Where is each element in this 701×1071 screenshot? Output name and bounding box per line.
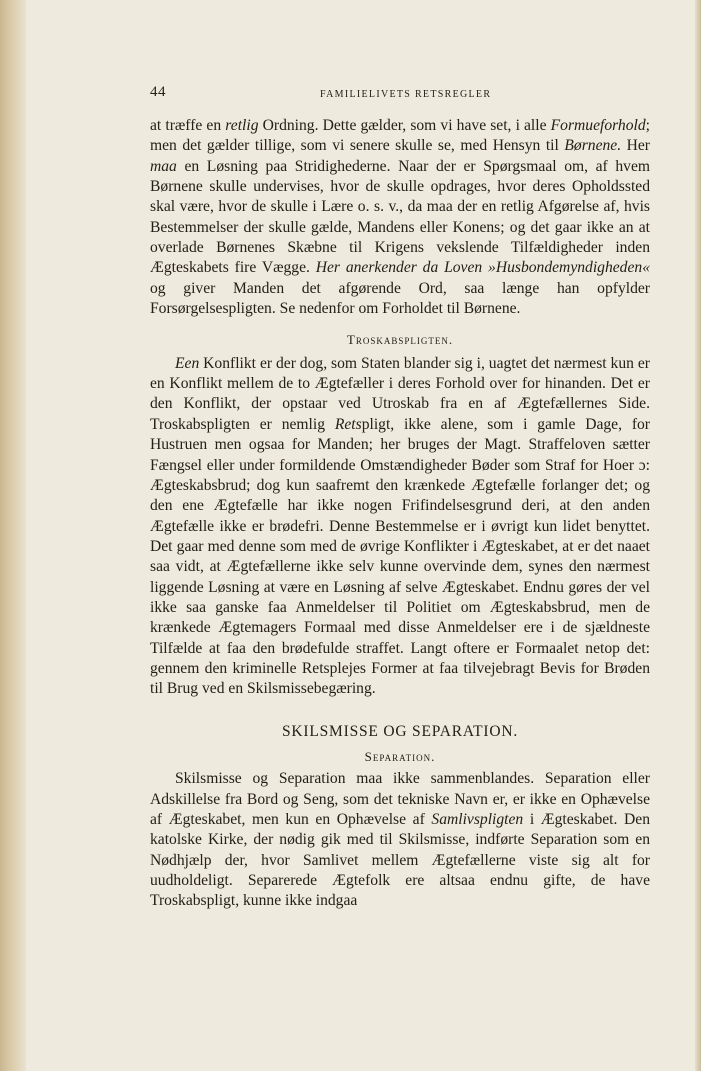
para1-emphasis-bornene: Børnene. xyxy=(564,137,622,155)
para2-text-2: pligt, ikke alene, som i gamle Dage, for Hustruen men ogsaa for Manden; her bruges der Magt. Straffeloven sætter Fængsel eller under formildende Omstændigheder Bøder som Straf for Hoer ɔ: Ægteskabsbrud; dog kun saafremt den krænkede Ægtefælle forlanger det; og den ene Ægtefælle har ikke nogen Frifindelsesgrund deri, at den anden Ægtefælle ikke er brødefri. Denne Bestemmelse er i øvrigt kun lidet benyttet. Det gaar med denne som med de øvrige Konflikter i Ægteskabet, at er det naaet saa vidt, at Ægtefællerne ikke selv kunne overvinde dem, synes den nærmest liggende Løsning at være en Løsning af selve Ægteskabet. Endnu gøres der vel ikke saa ganske faa Anmeldelser til Politiet om Ægteskabsbrud, men de krænkede Ægtemagers Formaal med disse Anmeldelser ere i de sjældneste Tilfælde at faa den brødefulde straffet. Langt oftere er Formaalet netop det: gennem den kriminelle Retsplejes Former at faa tilvejebragt Bevis for Brøden til Brug ved en Skilsmissebegæring. xyxy=(150,415,651,698)
body-text xyxy=(150,116,650,912)
para1-emphasis-husbondemyndigheden: Her anerkender da Loven »Husbondemyndigheden« xyxy=(315,259,650,277)
para1-text-1: at træffe en xyxy=(150,117,226,134)
para2-emphasis-een: Een xyxy=(175,354,200,372)
para2-emphasis-rets: Rets xyxy=(334,415,362,433)
para1-emphasis-formueforhold: Formueforhold xyxy=(550,117,646,134)
para1-text-2: Ordning. Dette gælder, som vi have set, i alle xyxy=(258,117,551,134)
chapter-heading-skilsmisse: SKILSMISSE OG SEPARATION. xyxy=(281,722,519,740)
paragraph-2 xyxy=(150,354,650,700)
section-heading-separation: Separation. xyxy=(364,748,436,764)
para1-text-5: en Løsning paa Stridighederne. Naar der er Spørgsmaal om, af hvem Børnene skulle undervises, hvor de skulle opdrages, hvor deres Opholdssted skal være, hvor de skulle i Lære o. s. v., da maa der en retlig Afgørelse af, hvis Bestemmelser der skulle gælde, Mandens eller Konens; og det gaar ikke an at overlade Børnenes Skæbne til Krigens vekslende Tilfældigheder inden Ægteskabets fire Vægge. xyxy=(150,157,650,277)
book-edge-right xyxy=(695,0,701,1071)
para3-text-1: Skilsmisse og Separation maa ikke sammenblandes. Separation eller Adskillelse fra Bord og Seng, som det tekniske Navn er, er ikke en Ophævelse af Ægteskabet, men kun en Ophævelse af xyxy=(150,770,650,828)
running-head: FAMILIELIVETS RETSREGLER xyxy=(320,89,492,100)
para1-text-6: og giver Manden det afgørende Ord, saa længe han opfylder Forsørgelsespligten. Se nedenfor om Forholdet til Børnene. xyxy=(150,279,650,318)
para3-text-2: i Ægteskabet. Den katolske Kirke, der nødig gik med til Skilsmisse, indførte Separation som en Nødhjælp der, hvor Samlivet mellem Ægtefællerne viste sig alt for uudholdeligt. Separerede Ægtefolk ere altsaa endnu gifte, de have Troskabspligt, kunne ikke indgaa xyxy=(150,811,651,910)
para1-text-3: ; men det gælder tillige, som vi senere skulle se, med Hensyn til xyxy=(150,117,650,155)
section-heading-troskabspligten: Troskabspligten. xyxy=(346,332,454,348)
para1-text-4: Her xyxy=(621,137,650,155)
para2-text-1: Konflikt er der dog, som Staten blander sig i, uagtet det nærmest kun er en Konflikt mellem de to Ægtefæller i deres Forhold over for hinanden. Det er den Konflikt, der opstaar ved Utroskab fra en af Ægtefællernes Side. Troskabspligten er nemlig xyxy=(150,354,650,433)
paragraph-3 xyxy=(150,769,650,911)
para3-emphasis-samlivspligten: Samlivspligten xyxy=(431,811,524,828)
book-gutter-left xyxy=(0,0,26,1071)
page-number: 44 xyxy=(150,84,166,100)
paragraph-1 xyxy=(150,116,650,319)
para1-emphasis-retlig: retlig xyxy=(225,117,259,134)
para1-emphasis-maa: maa xyxy=(150,157,177,175)
